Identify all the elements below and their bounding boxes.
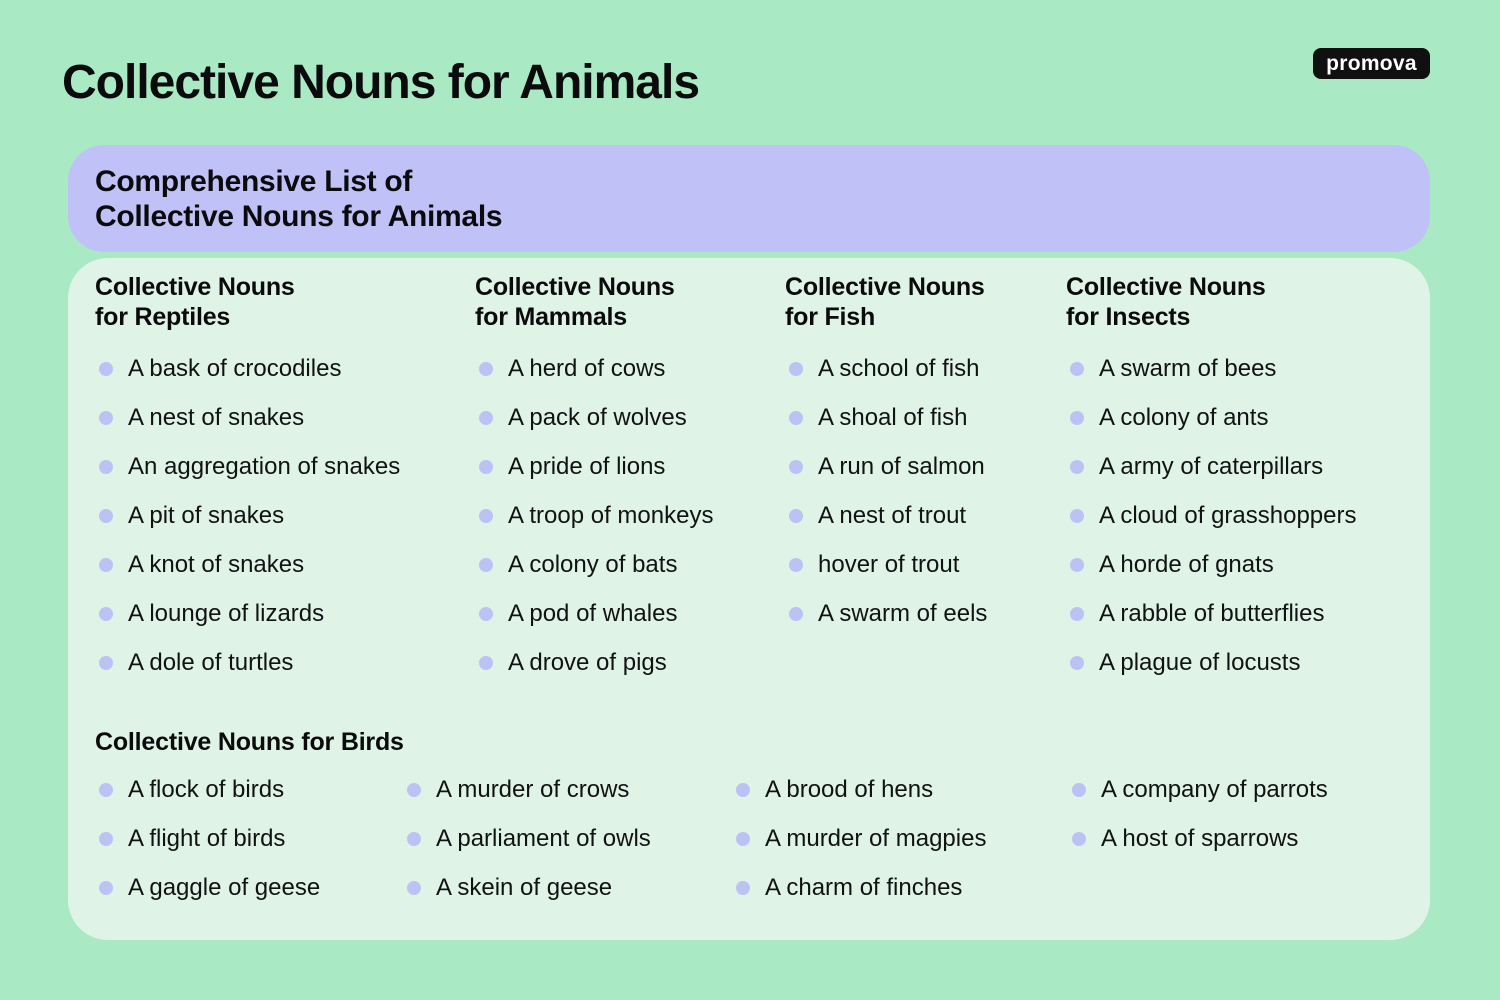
birds-column-1: [95, 765, 320, 912]
list-item: [403, 863, 651, 912]
bullet-icon: [789, 558, 803, 572]
bullet-icon: [407, 783, 421, 797]
item-label: A army of caterpillars: [1099, 452, 1324, 480]
list-item: [475, 393, 713, 442]
promova-logo-text: promova: [1326, 51, 1417, 75]
bullet-icon: [1070, 460, 1084, 474]
item-label: A colony of bats: [508, 550, 678, 578]
list-item: [95, 540, 400, 589]
bullet-icon: [789, 362, 803, 376]
bullet-icon: [407, 881, 421, 895]
item-label: A company of parrots: [1101, 775, 1328, 803]
bullet-icon: [99, 460, 113, 474]
section-mammals: [475, 272, 714, 676]
bullet-icon: [479, 509, 493, 523]
bullet-icon: [1072, 832, 1086, 846]
list-item: [1066, 344, 1357, 393]
list-item: [95, 814, 320, 863]
item-label: A dole of turtles: [128, 648, 294, 676]
promova-logo: [1313, 48, 1430, 79]
bullet-icon: [479, 607, 493, 621]
birds-column-2: [403, 765, 651, 912]
section-insects: [1066, 272, 1357, 676]
item-label: A pit of snakes: [128, 501, 285, 529]
list-item: [475, 589, 713, 638]
item-label: A drove of pigs: [508, 648, 667, 676]
item-label: A brood of hens: [765, 775, 934, 803]
bullet-icon: [479, 460, 493, 474]
list-item: [95, 863, 320, 912]
list-item: [1066, 589, 1357, 638]
section-reptiles: [95, 272, 401, 676]
section-birds-heading: Collective Nouns for Birds: [95, 728, 404, 756]
list-item: [95, 765, 320, 814]
item-label: A run of salmon: [818, 452, 985, 480]
item-label: A flight of birds: [128, 824, 286, 852]
item-label: A herd of cows: [508, 354, 666, 382]
birds-column-3: [732, 765, 986, 912]
list-item: [475, 344, 713, 393]
bullet-icon: [479, 411, 493, 425]
bullet-icon: [99, 832, 113, 846]
list-item: [1066, 638, 1357, 687]
item-label: A host of sparrows: [1101, 824, 1299, 852]
bullet-icon: [99, 362, 113, 376]
bullet-icon: [479, 558, 493, 572]
banner: [68, 145, 1430, 252]
list-item: [95, 638, 400, 687]
item-label: A lounge of lizards: [128, 599, 325, 627]
list-item: [785, 442, 987, 491]
section-heading: Collective Nouns for Insects: [1066, 273, 1266, 331]
item-label: A bask of crocodiles: [128, 354, 342, 382]
banner-title-line1: Comprehensive List of: [95, 165, 413, 198]
bullet-icon: [789, 411, 803, 425]
bullet-icon: [99, 881, 113, 895]
item-label: A cloud of grasshoppers: [1099, 501, 1357, 529]
bullet-icon: [1070, 509, 1084, 523]
bullet-icon: [99, 411, 113, 425]
item-label: A skein of geese: [436, 873, 613, 901]
bullet-icon: [99, 509, 113, 523]
list-item: [403, 765, 651, 814]
banner-title-line2: Collective Nouns for Animals: [95, 200, 503, 233]
list-item: [732, 863, 986, 912]
section-fish: [785, 272, 988, 627]
item-label: A pod of whales: [508, 599, 678, 627]
item-label: A shoal of fish: [818, 403, 968, 431]
bullet-icon: [1070, 362, 1084, 376]
item-label: A pride of lions: [508, 452, 666, 480]
item-label: A nest of trout: [818, 501, 967, 529]
list-item: [1066, 540, 1357, 589]
list-item: [785, 540, 987, 589]
bullet-icon: [1070, 607, 1084, 621]
item-label: A parliament of owls: [436, 824, 651, 852]
bullet-icon: [1070, 411, 1084, 425]
list-item: [785, 344, 987, 393]
bullet-icon: [99, 656, 113, 670]
item-label: A gaggle of geese: [128, 873, 321, 901]
page-title: Collective Nouns for Animals: [62, 56, 700, 109]
bullet-icon: [99, 558, 113, 572]
item-label: A horde of gnats: [1099, 550, 1274, 578]
item-label: A knot of snakes: [128, 550, 305, 578]
list-item: [403, 814, 651, 863]
list-item: [1068, 814, 1328, 863]
list-item: [785, 491, 987, 540]
list-item: [95, 442, 400, 491]
list-item: [732, 814, 986, 863]
list-item: [95, 491, 400, 540]
list-item: [475, 638, 713, 687]
bullet-icon: [1070, 558, 1084, 572]
item-label: A troop of monkeys: [508, 501, 714, 529]
bullet-icon: [99, 783, 113, 797]
list-item: [95, 393, 400, 442]
list-item: [1066, 442, 1357, 491]
bullet-icon: [789, 460, 803, 474]
item-label: A plague of locusts: [1099, 648, 1301, 676]
insects-list: [1066, 344, 1357, 687]
list-item: [1066, 393, 1357, 442]
reptiles-list: [95, 344, 400, 687]
item-label: hover of trout: [818, 550, 960, 578]
item-label: A murder of magpies: [765, 824, 987, 852]
item-label: A colony of ants: [1099, 403, 1269, 431]
item-label: A pack of wolves: [508, 403, 687, 431]
item-label: A school of fish: [818, 354, 980, 382]
list-item: [1066, 491, 1357, 540]
list-item: [475, 491, 713, 540]
list-item: [95, 344, 400, 393]
bullet-icon: [1070, 656, 1084, 670]
item-label: A charm of finches: [765, 873, 963, 901]
birds-column-4: [1068, 765, 1328, 863]
list-item: [785, 393, 987, 442]
bullet-icon: [789, 509, 803, 523]
bullet-icon: [736, 783, 750, 797]
list-item: [732, 765, 986, 814]
item-label: An aggregation of snakes: [128, 452, 401, 480]
bullet-icon: [407, 832, 421, 846]
section-heading: Collective Nouns for Mammals: [475, 273, 675, 331]
item-label: A rabble of butterflies: [1099, 599, 1325, 627]
bullet-icon: [736, 832, 750, 846]
section-heading: Collective Nouns for Reptiles: [95, 273, 295, 331]
list-item: [95, 589, 400, 638]
bullet-icon: [736, 881, 750, 895]
bullet-icon: [99, 607, 113, 621]
mammals-list: [475, 344, 713, 687]
bullet-icon: [789, 607, 803, 621]
fish-list: [785, 344, 987, 638]
section-heading: Collective Nouns for Fish: [785, 273, 985, 331]
list-item: [1068, 765, 1328, 814]
item-label: A flock of birds: [128, 775, 285, 803]
bullet-icon: [479, 362, 493, 376]
item-label: A nest of snakes: [128, 403, 305, 431]
content-card: [68, 258, 1430, 940]
list-item: [475, 540, 713, 589]
list-item: [785, 589, 987, 638]
item-label: A murder of crows: [436, 775, 630, 803]
bullet-icon: [479, 656, 493, 670]
item-label: A swarm of eels: [818, 599, 988, 627]
list-item: [475, 442, 713, 491]
bullet-icon: [1072, 783, 1086, 797]
item-label: A swarm of bees: [1099, 354, 1277, 382]
